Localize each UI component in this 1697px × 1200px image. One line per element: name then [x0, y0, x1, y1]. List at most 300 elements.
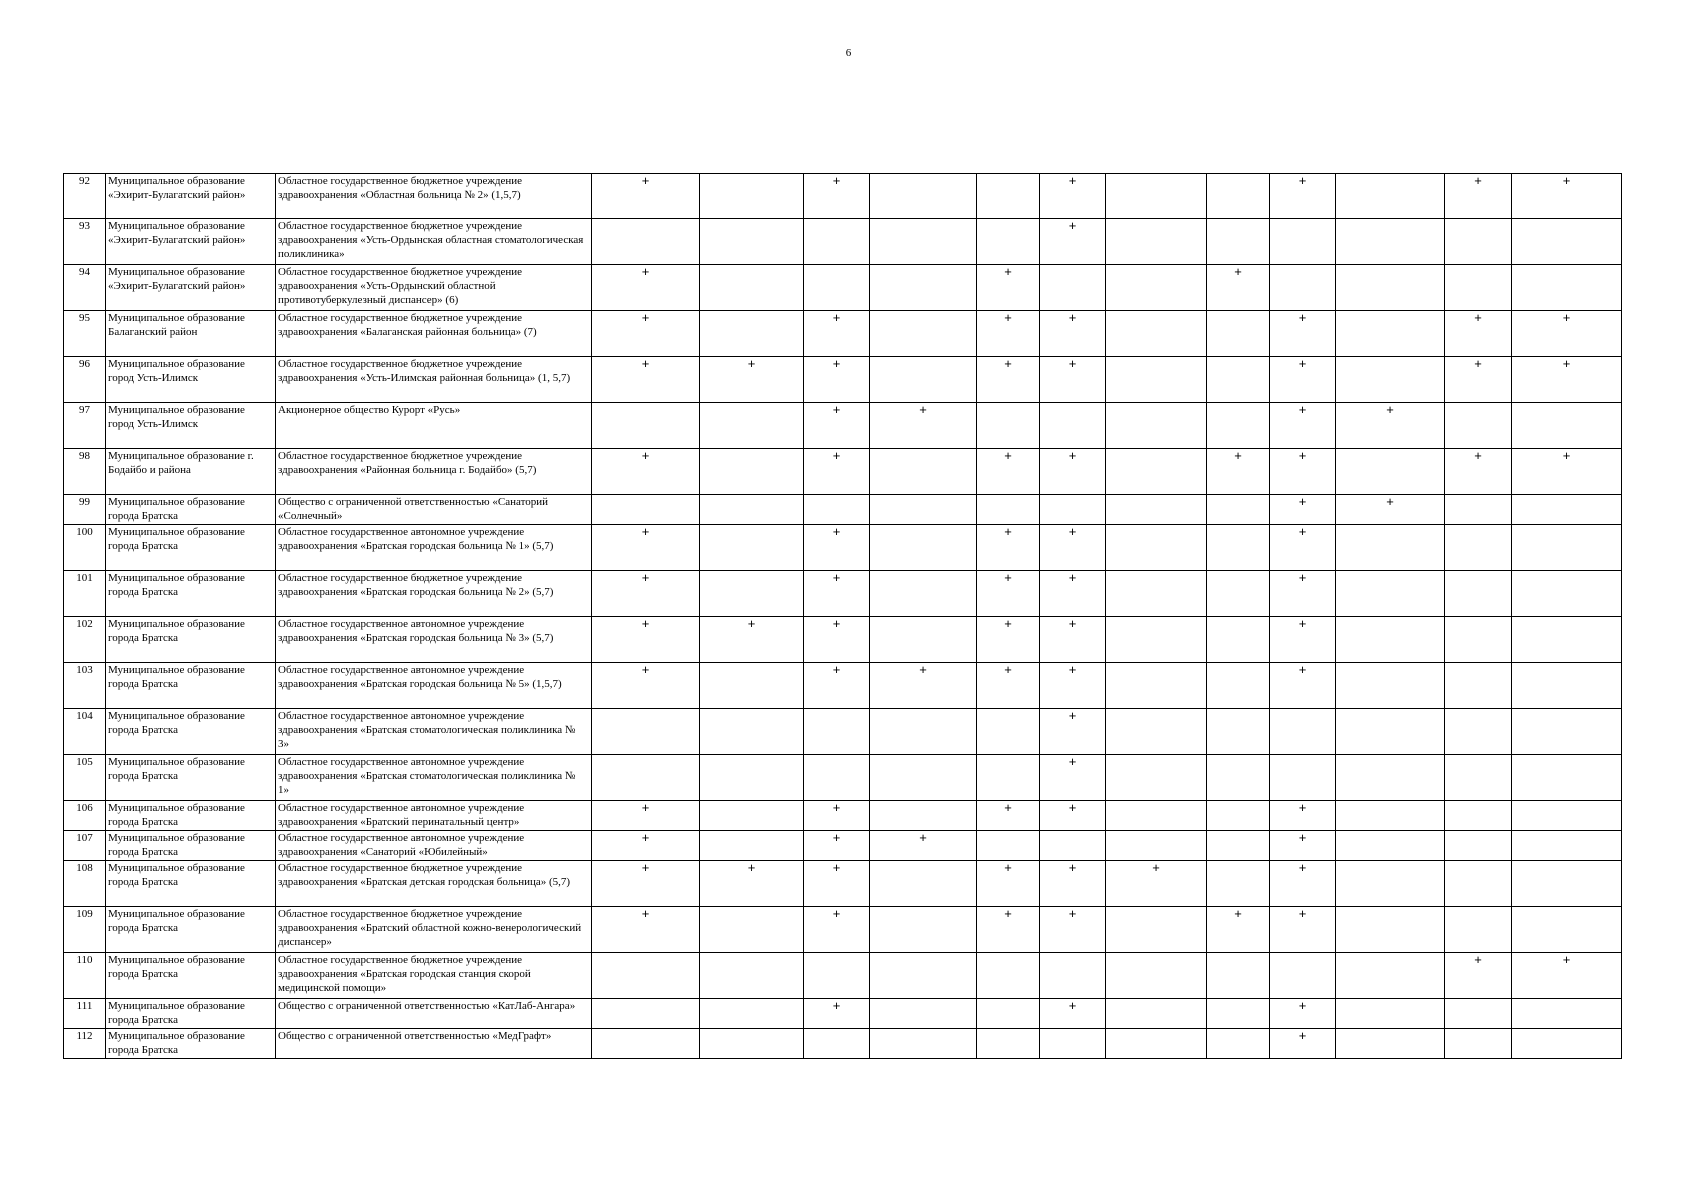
mark-cell	[1512, 403, 1622, 449]
institution-cell: Акционерное общество Курорт «Русь»	[276, 403, 592, 449]
mark-cell	[1106, 174, 1207, 219]
mark-cell	[1106, 219, 1207, 265]
table-row	[64, 265, 1622, 311]
mark-cell	[1207, 861, 1270, 907]
row-number: 112	[64, 1029, 106, 1059]
mark-cell: +	[804, 311, 870, 357]
mark-cell	[1512, 801, 1622, 831]
mark-cell: +	[1270, 311, 1336, 357]
mark-cell	[592, 219, 700, 265]
row-number: 101	[64, 571, 106, 617]
mark-cell: +	[1040, 449, 1106, 495]
page-number: 6	[845, 47, 852, 59]
municipality-cell: Муниципальное образование города Братска	[106, 709, 276, 755]
table-row	[64, 907, 1622, 953]
mark-cell	[592, 755, 700, 801]
mark-cell	[1512, 1029, 1622, 1059]
mark-cell: +	[1270, 495, 1336, 525]
mark-cell	[1336, 831, 1445, 861]
mark-cell	[1512, 861, 1622, 907]
mark-cell: +	[804, 449, 870, 495]
mark-cell: +	[1270, 525, 1336, 571]
mark-cell: +	[870, 403, 977, 449]
mark-cell	[1445, 525, 1512, 571]
mark-cell: +	[592, 617, 700, 663]
institution-cell: Областное государственное бюджетное учреждение здравоохранения «Братская детская городская больница» (5,7)	[276, 861, 592, 907]
mark-cell: +	[1106, 861, 1207, 907]
mark-cell	[804, 953, 870, 999]
mark-cell: +	[1270, 357, 1336, 403]
mark-cell	[1207, 174, 1270, 219]
mark-cell	[870, 495, 977, 525]
municipality-cell: Муниципальное образование города Братска	[106, 525, 276, 571]
municipality-cell: Муниципальное образование города Братска	[106, 861, 276, 907]
municipality-cell: Муниципальное образование города Братска	[106, 755, 276, 801]
table-row	[64, 617, 1622, 663]
mark-cell	[1512, 265, 1622, 311]
mark-cell	[804, 1029, 870, 1059]
mark-cell	[870, 907, 977, 953]
row-number: 105	[64, 755, 106, 801]
table-row	[64, 219, 1622, 265]
municipality-cell: Муниципальное образование город Усть-Илимск	[106, 403, 276, 449]
mark-cell	[870, 861, 977, 907]
mark-cell: +	[1040, 219, 1106, 265]
mark-cell: +	[1040, 801, 1106, 831]
mark-cell: +	[592, 357, 700, 403]
mark-cell	[700, 449, 804, 495]
institution-cell: Областное государственное автономное учреждение здравоохранения «Санаторий «Юбилейный»	[276, 831, 592, 861]
mark-cell	[1270, 265, 1336, 311]
mark-cell: +	[1512, 311, 1622, 357]
mark-cell	[1207, 219, 1270, 265]
mark-cell	[1106, 663, 1207, 709]
row-number: 92	[64, 174, 106, 219]
mark-cell	[870, 311, 977, 357]
mark-cell	[977, 709, 1040, 755]
institution-cell: Областное государственное бюджетное учреждение здравоохранения «Братская городская больница № 2» (5,7)	[276, 571, 592, 617]
mark-cell	[1445, 617, 1512, 663]
row-number: 100	[64, 525, 106, 571]
mark-cell	[700, 265, 804, 311]
mark-cell	[1512, 755, 1622, 801]
mark-cell	[1336, 1029, 1445, 1059]
mark-cell: +	[804, 403, 870, 449]
mark-cell	[1106, 617, 1207, 663]
mark-cell	[592, 495, 700, 525]
mark-cell	[1336, 449, 1445, 495]
mark-cell	[804, 495, 870, 525]
mark-cell: +	[1040, 357, 1106, 403]
institution-cell: Областное государственное автономное учреждение здравоохранения «Братская стоматологическая поликлиника № 3»	[276, 709, 592, 755]
mark-cell	[1445, 755, 1512, 801]
mark-cell: +	[977, 525, 1040, 571]
table-row	[64, 663, 1622, 709]
institution-cell: Областное государственное автономное учреждение здравоохранения «Братская городская больница № 5» (1,5,7)	[276, 663, 592, 709]
mark-cell	[592, 709, 700, 755]
mark-cell: +	[592, 861, 700, 907]
municipality-cell: Муниципальное образование города Братска	[106, 907, 276, 953]
row-number: 111	[64, 999, 106, 1029]
mark-cell	[1445, 999, 1512, 1029]
mark-cell	[870, 525, 977, 571]
mark-cell: +	[804, 831, 870, 861]
mark-cell: +	[1040, 999, 1106, 1029]
mark-cell	[977, 755, 1040, 801]
mark-cell	[1445, 265, 1512, 311]
municipality-cell: Муниципальное образование «Эхирит-Булагатский район»	[106, 219, 276, 265]
mark-cell	[700, 709, 804, 755]
mark-cell: +	[977, 571, 1040, 617]
mark-cell	[700, 801, 804, 831]
table-row	[64, 403, 1622, 449]
table-row	[64, 831, 1622, 861]
mark-cell	[870, 174, 977, 219]
mark-cell	[870, 219, 977, 265]
institution-cell: Областное государственное бюджетное учреждение здравоохранения «Районная больница г. Бодайбо» (5,7)	[276, 449, 592, 495]
mark-cell	[1336, 525, 1445, 571]
row-number: 93	[64, 219, 106, 265]
mark-cell	[592, 403, 700, 449]
municipality-cell: Муниципальное образование «Эхирит-Булагатский район»	[106, 174, 276, 219]
row-number: 108	[64, 861, 106, 907]
mark-cell	[1512, 219, 1622, 265]
mark-cell	[1512, 907, 1622, 953]
mark-cell	[1445, 861, 1512, 907]
mark-cell: +	[1336, 495, 1445, 525]
mark-cell	[700, 311, 804, 357]
mark-cell	[870, 801, 977, 831]
row-number: 110	[64, 953, 106, 999]
row-number: 94	[64, 265, 106, 311]
mark-cell	[1207, 999, 1270, 1029]
mark-cell	[977, 174, 1040, 219]
municipality-cell: Муниципальное образование города Братска	[106, 495, 276, 525]
mark-cell	[1445, 831, 1512, 861]
mark-cell	[592, 999, 700, 1029]
mark-cell: +	[977, 617, 1040, 663]
mark-cell: +	[700, 357, 804, 403]
mark-cell: +	[1270, 617, 1336, 663]
mark-cell: +	[1040, 907, 1106, 953]
mark-cell: +	[977, 801, 1040, 831]
municipality-cell: Муниципальное образование города Братска	[106, 571, 276, 617]
table-row	[64, 755, 1622, 801]
mark-cell	[1106, 953, 1207, 999]
mark-cell	[1207, 709, 1270, 755]
mark-cell	[1336, 755, 1445, 801]
mark-cell	[1270, 953, 1336, 999]
mark-cell: +	[592, 525, 700, 571]
mark-cell	[1336, 311, 1445, 357]
mark-cell	[804, 755, 870, 801]
row-number: 99	[64, 495, 106, 525]
mark-cell: +	[977, 357, 1040, 403]
mark-cell	[1512, 709, 1622, 755]
institution-cell: Областное государственное бюджетное учреждение здравоохранения «Братский областной кожно-венерологический диспансер»	[276, 907, 592, 953]
mark-cell: +	[1270, 174, 1336, 219]
mark-cell	[700, 755, 804, 801]
mark-cell: +	[804, 999, 870, 1029]
mark-cell	[1207, 357, 1270, 403]
institution-cell: Общество с ограниченной ответственностью «Санаторий «Солнечный»	[276, 495, 592, 525]
table-row	[64, 801, 1622, 831]
mark-cell	[1336, 357, 1445, 403]
table-row	[64, 311, 1622, 357]
institution-cell: Областное государственное автономное учреждение здравоохранения «Братская городская больница № 1» (5,7)	[276, 525, 592, 571]
table-row	[64, 525, 1622, 571]
mark-cell: +	[1040, 311, 1106, 357]
mark-cell: +	[1445, 357, 1512, 403]
mark-cell	[1207, 801, 1270, 831]
mark-cell	[1106, 495, 1207, 525]
row-number: 98	[64, 449, 106, 495]
mark-cell	[1336, 571, 1445, 617]
mark-cell: +	[804, 525, 870, 571]
mark-cell	[870, 709, 977, 755]
mark-cell: +	[1270, 1029, 1336, 1059]
mark-cell	[977, 219, 1040, 265]
table-body	[64, 174, 1622, 1059]
institution-cell: Областное государственное бюджетное учреждение здравоохранения «Братская городская станция скорой медицинской помощи»	[276, 953, 592, 999]
mark-cell: +	[1040, 174, 1106, 219]
mark-cell: +	[592, 831, 700, 861]
mark-cell: +	[804, 617, 870, 663]
mark-cell	[1207, 663, 1270, 709]
municipality-cell: Муниципальное образование города Братска	[106, 999, 276, 1029]
mark-cell	[1207, 525, 1270, 571]
row-number: 96	[64, 357, 106, 403]
mark-cell	[1445, 663, 1512, 709]
mark-cell: +	[870, 831, 977, 861]
mark-cell	[870, 617, 977, 663]
mark-cell	[1207, 617, 1270, 663]
mark-cell: +	[1207, 907, 1270, 953]
mark-cell: +	[804, 357, 870, 403]
mark-cell	[1106, 831, 1207, 861]
row-number: 109	[64, 907, 106, 953]
mark-cell: +	[1040, 525, 1106, 571]
institution-cell: Общество с ограниченной ответственностью «МедГрафт»	[276, 1029, 592, 1059]
mark-cell: +	[1040, 571, 1106, 617]
row-number: 104	[64, 709, 106, 755]
mark-cell	[977, 953, 1040, 999]
mark-cell	[1270, 219, 1336, 265]
row-number: 97	[64, 403, 106, 449]
mark-cell	[1040, 1029, 1106, 1059]
mark-cell	[1512, 495, 1622, 525]
table-row	[64, 999, 1622, 1029]
mark-cell: +	[592, 801, 700, 831]
mark-cell	[1106, 1029, 1207, 1059]
mark-cell	[1512, 831, 1622, 861]
mark-cell	[592, 1029, 700, 1059]
mark-cell	[1106, 525, 1207, 571]
mark-cell: +	[977, 265, 1040, 311]
mark-cell: +	[1040, 861, 1106, 907]
mark-cell	[700, 831, 804, 861]
mark-cell: +	[1040, 709, 1106, 755]
mark-cell	[1512, 571, 1622, 617]
mark-cell	[1445, 1029, 1512, 1059]
mark-cell: +	[700, 617, 804, 663]
mark-cell	[1040, 265, 1106, 311]
mark-cell: +	[1512, 174, 1622, 219]
mark-cell: +	[977, 663, 1040, 709]
mark-cell	[1106, 801, 1207, 831]
mark-cell	[1336, 265, 1445, 311]
mark-cell	[700, 953, 804, 999]
table-row	[64, 449, 1622, 495]
mark-cell	[1336, 219, 1445, 265]
table-row	[64, 495, 1622, 525]
mark-cell	[1040, 831, 1106, 861]
mark-cell: +	[1270, 861, 1336, 907]
mark-cell: +	[592, 265, 700, 311]
mark-cell	[1106, 449, 1207, 495]
mark-cell	[977, 1029, 1040, 1059]
mark-cell	[1512, 617, 1622, 663]
mark-cell	[1336, 617, 1445, 663]
institution-cell: Областное государственное автономное учреждение здравоохранения «Братская городская больница № 3» (5,7)	[276, 617, 592, 663]
mark-cell	[1445, 571, 1512, 617]
municipality-cell: Муниципальное образование города Братска	[106, 801, 276, 831]
mark-cell: +	[592, 571, 700, 617]
mark-cell	[700, 174, 804, 219]
mark-cell: +	[1445, 311, 1512, 357]
table-row	[64, 709, 1622, 755]
institutions-table	[63, 173, 1622, 1059]
mark-cell: +	[1270, 663, 1336, 709]
mark-cell	[1106, 709, 1207, 755]
mark-cell	[1207, 1029, 1270, 1059]
institution-cell: Областное государственное автономное учреждение здравоохранения «Братская стоматологическая поликлиника № 1»	[276, 755, 592, 801]
institution-cell: Областное государственное бюджетное учреждение здравоохранения «Балаганская районная больница» (7)	[276, 311, 592, 357]
mark-cell: +	[1512, 357, 1622, 403]
mark-cell	[870, 571, 977, 617]
mark-cell: +	[1270, 571, 1336, 617]
mark-cell	[1336, 953, 1445, 999]
mark-cell: +	[977, 861, 1040, 907]
mark-cell	[1207, 311, 1270, 357]
mark-cell: +	[804, 663, 870, 709]
institution-cell: Областное государственное бюджетное учреждение здравоохранения «Областная больница № 2» (1,5,7)	[276, 174, 592, 219]
mark-cell	[1445, 219, 1512, 265]
municipality-cell: Муниципальное образование «Эхирит-Булагатский район»	[106, 265, 276, 311]
row-number: 103	[64, 663, 106, 709]
mark-cell	[870, 999, 977, 1029]
mark-cell	[1270, 755, 1336, 801]
mark-cell	[700, 999, 804, 1029]
mark-cell: +	[1270, 449, 1336, 495]
mark-cell	[700, 1029, 804, 1059]
mark-cell	[804, 219, 870, 265]
mark-cell: +	[977, 449, 1040, 495]
mark-cell	[870, 1029, 977, 1059]
mark-cell: +	[870, 663, 977, 709]
mark-cell	[1207, 571, 1270, 617]
mark-cell	[1106, 265, 1207, 311]
mark-cell: +	[804, 571, 870, 617]
municipality-cell: Муниципальное образование города Братска	[106, 617, 276, 663]
mark-cell: +	[804, 801, 870, 831]
institution-cell: Областное государственное бюджетное учреждение здравоохранения «Усть-Илимская районная больница» (1, 5,7)	[276, 357, 592, 403]
institution-cell: Областное государственное бюджетное учреждение здравоохранения «Усть-Ордынская областная стоматологическая поликлиника»	[276, 219, 592, 265]
mark-cell: +	[1445, 174, 1512, 219]
municipality-cell: Муниципальное образование города Братска	[106, 953, 276, 999]
mark-cell	[1445, 801, 1512, 831]
mark-cell: +	[1336, 403, 1445, 449]
mark-cell	[804, 709, 870, 755]
mark-cell	[1106, 907, 1207, 953]
mark-cell	[700, 495, 804, 525]
mark-cell	[1106, 357, 1207, 403]
municipality-cell: Муниципальное образование города Братска	[106, 831, 276, 861]
row-number: 107	[64, 831, 106, 861]
institution-cell: Областное государственное автономное учреждение здравоохранения «Братский перинатальный центр»	[276, 801, 592, 831]
mark-cell	[870, 953, 977, 999]
mark-cell: +	[1512, 953, 1622, 999]
mark-cell	[870, 755, 977, 801]
mark-cell	[1336, 861, 1445, 907]
mark-cell: +	[1040, 617, 1106, 663]
mark-cell	[870, 449, 977, 495]
mark-cell: +	[1270, 831, 1336, 861]
mark-cell	[1336, 801, 1445, 831]
mark-cell	[1040, 495, 1106, 525]
mark-cell	[1207, 831, 1270, 861]
mark-cell	[1445, 709, 1512, 755]
mark-cell	[1445, 403, 1512, 449]
mark-cell	[1512, 663, 1622, 709]
mark-cell: +	[1270, 403, 1336, 449]
mark-cell	[1040, 403, 1106, 449]
mark-cell	[1270, 709, 1336, 755]
table-row	[64, 953, 1622, 999]
mark-cell: +	[977, 907, 1040, 953]
mark-cell: +	[804, 861, 870, 907]
mark-cell: +	[592, 663, 700, 709]
mark-cell	[1207, 495, 1270, 525]
mark-cell	[1040, 953, 1106, 999]
mark-cell	[1445, 495, 1512, 525]
mark-cell: +	[700, 861, 804, 907]
mark-cell: +	[977, 311, 1040, 357]
mark-cell: +	[1445, 449, 1512, 495]
mark-cell	[1106, 755, 1207, 801]
mark-cell: +	[1512, 449, 1622, 495]
mark-cell	[700, 571, 804, 617]
mark-cell: +	[804, 907, 870, 953]
mark-cell: +	[592, 907, 700, 953]
mark-cell	[1106, 311, 1207, 357]
mark-cell	[1336, 663, 1445, 709]
mark-cell	[592, 953, 700, 999]
mark-cell: +	[1270, 999, 1336, 1029]
mark-cell	[700, 663, 804, 709]
mark-cell	[1106, 999, 1207, 1029]
mark-cell	[977, 999, 1040, 1029]
row-number: 95	[64, 311, 106, 357]
mark-cell	[977, 403, 1040, 449]
mark-cell: +	[1040, 755, 1106, 801]
mark-cell	[1207, 403, 1270, 449]
table-row	[64, 571, 1622, 617]
mark-cell: +	[1207, 265, 1270, 311]
row-number: 102	[64, 617, 106, 663]
mark-cell	[700, 403, 804, 449]
row-number: 106	[64, 801, 106, 831]
